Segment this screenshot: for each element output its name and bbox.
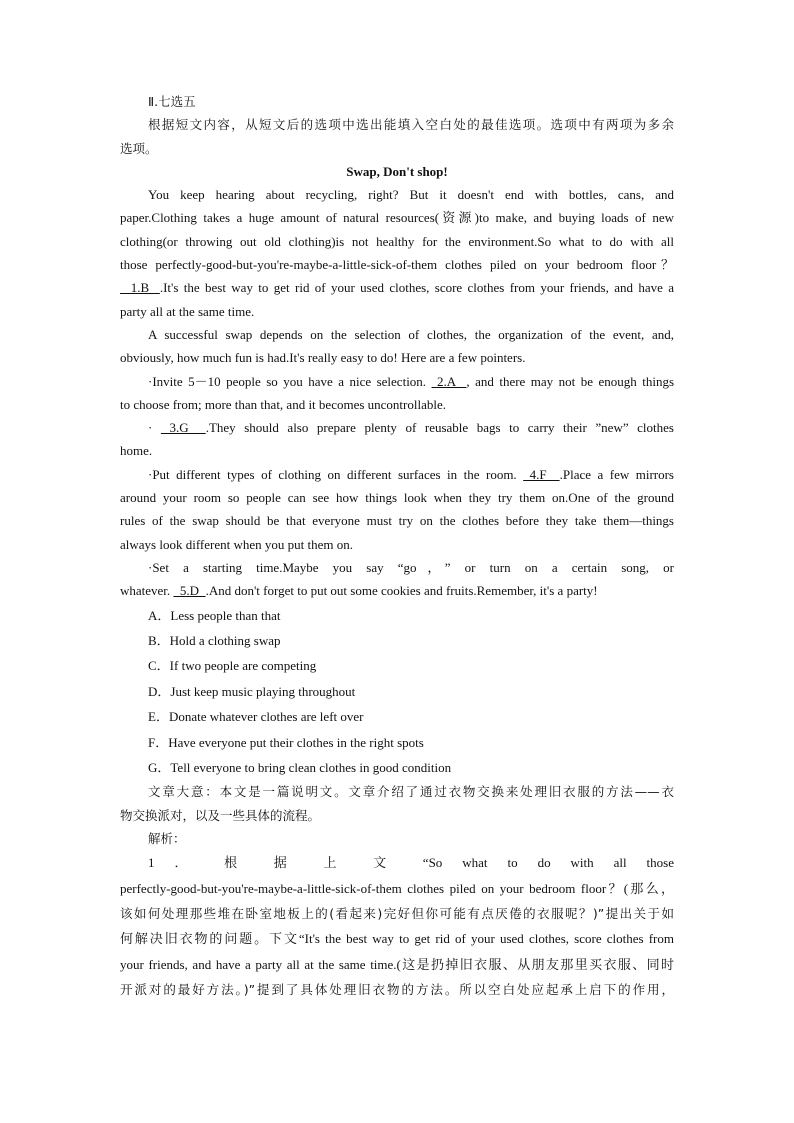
option-f: F．Have everyone put their clothes in the right spots xyxy=(148,734,424,750)
option-d: D．Just keep music playing throughout xyxy=(148,683,356,699)
pt3-pre: ·Put different types of clothing on different surfaces in the room. xyxy=(148,466,524,482)
analysis-label: 解析： xyxy=(148,830,186,846)
pt4-pre: whatever. xyxy=(120,583,174,599)
pointer-3 xyxy=(120,463,674,556)
section-label: Ⅱ.七选五 xyxy=(148,94,196,109)
pointer-2 xyxy=(120,416,674,463)
pt3-rest: .Place a few mirrors xyxy=(559,466,674,482)
pt3-line-4: always look different when you put them on. xyxy=(120,536,353,552)
answer-blank-2: 2.A xyxy=(431,373,467,389)
p1-line-4: those perfectly-good-but-you're-maybe-a-little-sick-of-them clothes piled on your bedroom floor？ xyxy=(120,257,674,273)
analysis-line-5: your friends, and have a party all at the same time.(这是扔掉旧衣服、从朋友那里买衣服、同时 xyxy=(120,956,674,972)
option-b: B．Hold a clothing swap xyxy=(148,632,281,648)
answer-blank-3: 3.G xyxy=(160,420,206,436)
pt4-line-2 xyxy=(120,579,674,602)
pt2-rest: .They should also prepare plenty of reusable bags to carry their ”new” clothes xyxy=(205,420,674,436)
p1-line-5 xyxy=(120,276,674,299)
pt3-line-2: around your room so people can see how things look when they try them on.One of the ground xyxy=(120,490,674,506)
option-e: E．Donate whatever clothes are left over xyxy=(148,709,364,725)
pt1-line-2: to choose from; more than that, and it becomes uncontrollable. xyxy=(120,396,446,412)
p2-line-1: A successful swap depends on the selection of clothes, the organization of the event, and, xyxy=(148,326,674,342)
pt4-rest: .And don't forget to put out some cookies and fruits.Remember, it's a party! xyxy=(205,583,598,599)
option-c: C．If two people are competing xyxy=(148,658,317,674)
pt3-line-3: rules of the swap should be that everyone must try on the clothes before they take them—things xyxy=(120,513,674,529)
analysis-line-1: 1 ． 根 据 上 文 “So what to do with all those xyxy=(148,855,674,871)
instruction-line-1: 根据短文内容，从短文后的选项中选出能填入空白处的最佳选项。选项中有两项为多余 xyxy=(148,117,674,133)
option-a: A．Less people than that xyxy=(148,607,281,623)
answer-blank-4: 4.F xyxy=(523,466,560,482)
pt3-line-1 xyxy=(120,463,674,486)
paragraph-1 xyxy=(120,183,674,323)
p1-line-1: You keep hearing about recycling, right? But it doesn't end with bottles, cans, and xyxy=(148,187,674,203)
pt1-rest: , and there may not be enough things xyxy=(466,373,674,389)
analysis-line-3: 该如何处理那些堆在卧室地板上的(看起来)完好但你可能有点厌倦的衣服呢？)”提出关于如 xyxy=(120,906,674,922)
pt2-line-2: home. xyxy=(120,443,153,459)
document-page xyxy=(120,90,674,1003)
option-g: G．Tell everyone to bring clean clothes in good condition xyxy=(148,759,452,775)
answer-blank-1: 1.B xyxy=(120,280,160,296)
p1-line-5-text: .It's the best way to get rid of your used clothes, score clothes from your friends, and have a xyxy=(159,280,674,296)
instruction-line-2: 选项。 xyxy=(120,140,158,156)
analysis-body xyxy=(120,850,674,1002)
pt2-line-1 xyxy=(120,416,674,439)
analysis-line-2: perfectly-good-but-you're-maybe-a-little-sick-of-them clothes piled on your bedroom floor？(那么， xyxy=(120,880,674,896)
answer-blank-5: 5.D xyxy=(173,583,206,599)
pointer-4 xyxy=(120,556,674,603)
p1-line-3: clothing(or throwing out old clothing)is not healthy for the environment.So what to do with all xyxy=(120,233,674,249)
pt1-line-1 xyxy=(120,370,674,393)
analysis-line-4: 何解决旧衣物的问题。下文“It's the best way to get rid of your used clothes, score clothes from xyxy=(120,931,674,947)
analysis-line-6: 开派对的最好方法。)”提到了具体处理旧衣物的方法。所以空白处应起承上启下的作用， xyxy=(120,982,674,998)
pointer-1 xyxy=(120,370,674,417)
passage-title: Swap, Don't shop! xyxy=(346,163,448,179)
pt2-pre: · xyxy=(148,420,161,436)
summary-line-1: 文章大意：本文是一篇说明文。文章介绍了通过衣物交换来处理旧衣服的方法——衣 xyxy=(148,784,674,800)
p2-line-2: obviously, how much fun is had.It's really easy to do! Here are a few pointers. xyxy=(120,350,526,366)
p1-line-6: party all at the same time. xyxy=(120,303,255,319)
pt4-line-1: ·Set a starting time.Maybe you say “go，” or turn on a certain song, or xyxy=(148,559,674,575)
p1-line-2: paper.Clothing takes a huge amount of natural resources(资源)to make, and buying loads of new xyxy=(120,210,674,226)
pt1-pre: ·Invite 5－10 people so you have a nice selection. xyxy=(148,373,432,389)
options-list xyxy=(120,603,674,781)
summary-line-2: 物交换派对，以及一些具体的流程。 xyxy=(120,807,321,823)
paragraph-2 xyxy=(120,323,674,370)
